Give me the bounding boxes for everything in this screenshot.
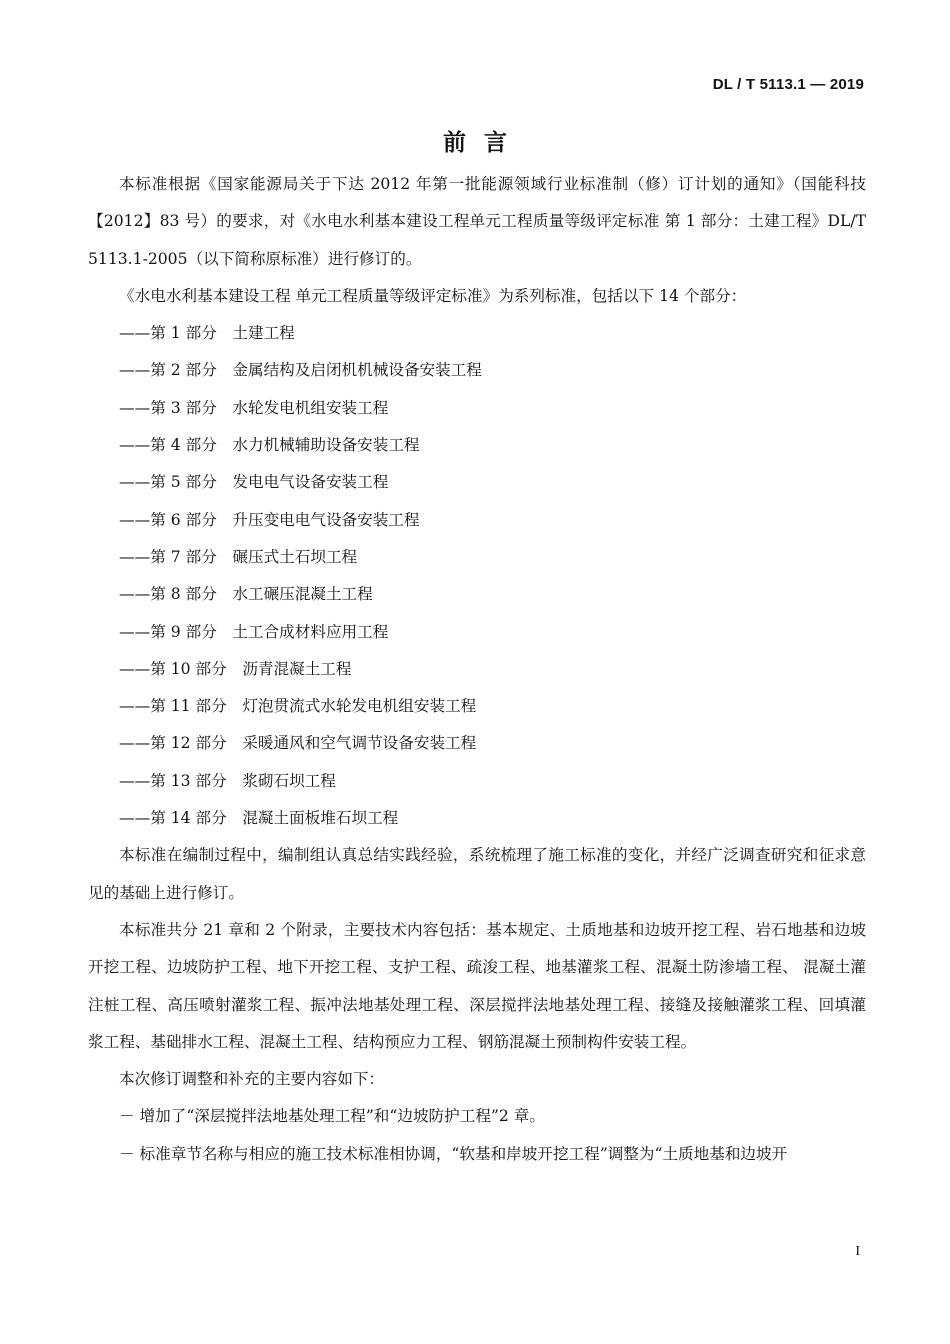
page-number: I <box>855 1244 860 1259</box>
list-item: ——第 14 部分 混凝土面板堆石坝工程 <box>119 809 399 828</box>
revision-change-item: － 标准章节名称与相应的施工技术标准相协调，“软基和岸坡开挖工程”调整为“土质地基和边坡开 <box>119 1144 788 1163</box>
parts-list <box>88 315 866 837</box>
paragraph-basis: 本标准根据《国家能源局关于下达 2012 年第一批能源领域行业标准制（修）订计划的通知》（国能科技【2012】83 号）的要求，对《水电水利基本建设工程单元工程质量等级评定标准 第 1 部分：土建工程》DL/T 5113.1-2005（以下简称原标准）进行修订的。 <box>88 175 866 268</box>
list-item: ——第 1 部分 土建工程 <box>119 324 295 343</box>
revision-change-item: － 增加了“深层搅拌法地基处理工程”和“边坡防护工程”2 章。 <box>119 1107 545 1126</box>
page-title: 前言 <box>443 130 525 156</box>
list-item: ——第 3 部分 水轮发电机组安装工程 <box>119 398 389 417</box>
list-item: ——第 8 部分 水工碾压混凝土工程 <box>119 585 373 604</box>
list-item: ——第 10 部分 沥青混凝土工程 <box>119 659 352 678</box>
standard-code-header: DL / T 5113.1 — 2019 <box>712 76 864 93</box>
paragraph-series-intro: 《水电水利基本建设工程 单元工程质量等级评定标准》为系列标准，包括以下 14 个部分： <box>119 286 747 305</box>
list-item: ——第 11 部分 灯泡贯流式水轮发电机组安装工程 <box>119 697 477 716</box>
paragraph-revision-intro: 本次修订调整和补充的主要内容如下： <box>119 1070 385 1089</box>
list-item: ——第 12 部分 采暖通风和空气调节设备安装工程 <box>119 734 477 753</box>
paragraph-compilation: 本标准在编制过程中，编制组认真总结实践经验，系统梳理了施工标准的变化，并经广泛调查研究和征求意见的基础上进行修订。 <box>88 846 866 902</box>
list-item: ——第 9 部分 土工合成材料应用工程 <box>119 622 389 641</box>
list-item: ——第 5 部分 发电电气设备安装工程 <box>119 473 389 492</box>
list-item: ——第 13 部分 浆砌石坝工程 <box>119 771 336 790</box>
list-item: ——第 7 部分 碾压式土石坝工程 <box>119 547 358 566</box>
paragraph-technical-content: 本标准共分 21 章和 2 个附录，主要技术内容包括：基本规定、土质地基和边坡开挖工程、岩石地基和边坡开挖工程、边坡防护工程、地下开挖工程、支护工程、疏浚工程、地基灌浆工程、混凝土防渗墙工程、 混凝土灌注桩工程、高压喷射灌浆工程、振冲法地基处理工程、深层搅拌法地基处理工程、接缝及接触灌浆工程、回填灌浆工程、基础排水工程、混凝土工程、结构预应力工程、钢筋混凝土预制构件安装工程。 <box>88 920 866 1051</box>
document-body <box>88 166 866 1173</box>
list-item: ——第 2 部分 金属结构及启闭机机械设备安装工程 <box>119 361 482 380</box>
list-item: ——第 4 部分 水力机械辅助设备安装工程 <box>119 436 420 455</box>
list-item: ——第 6 部分 升压变电电气设备安装工程 <box>119 510 420 529</box>
